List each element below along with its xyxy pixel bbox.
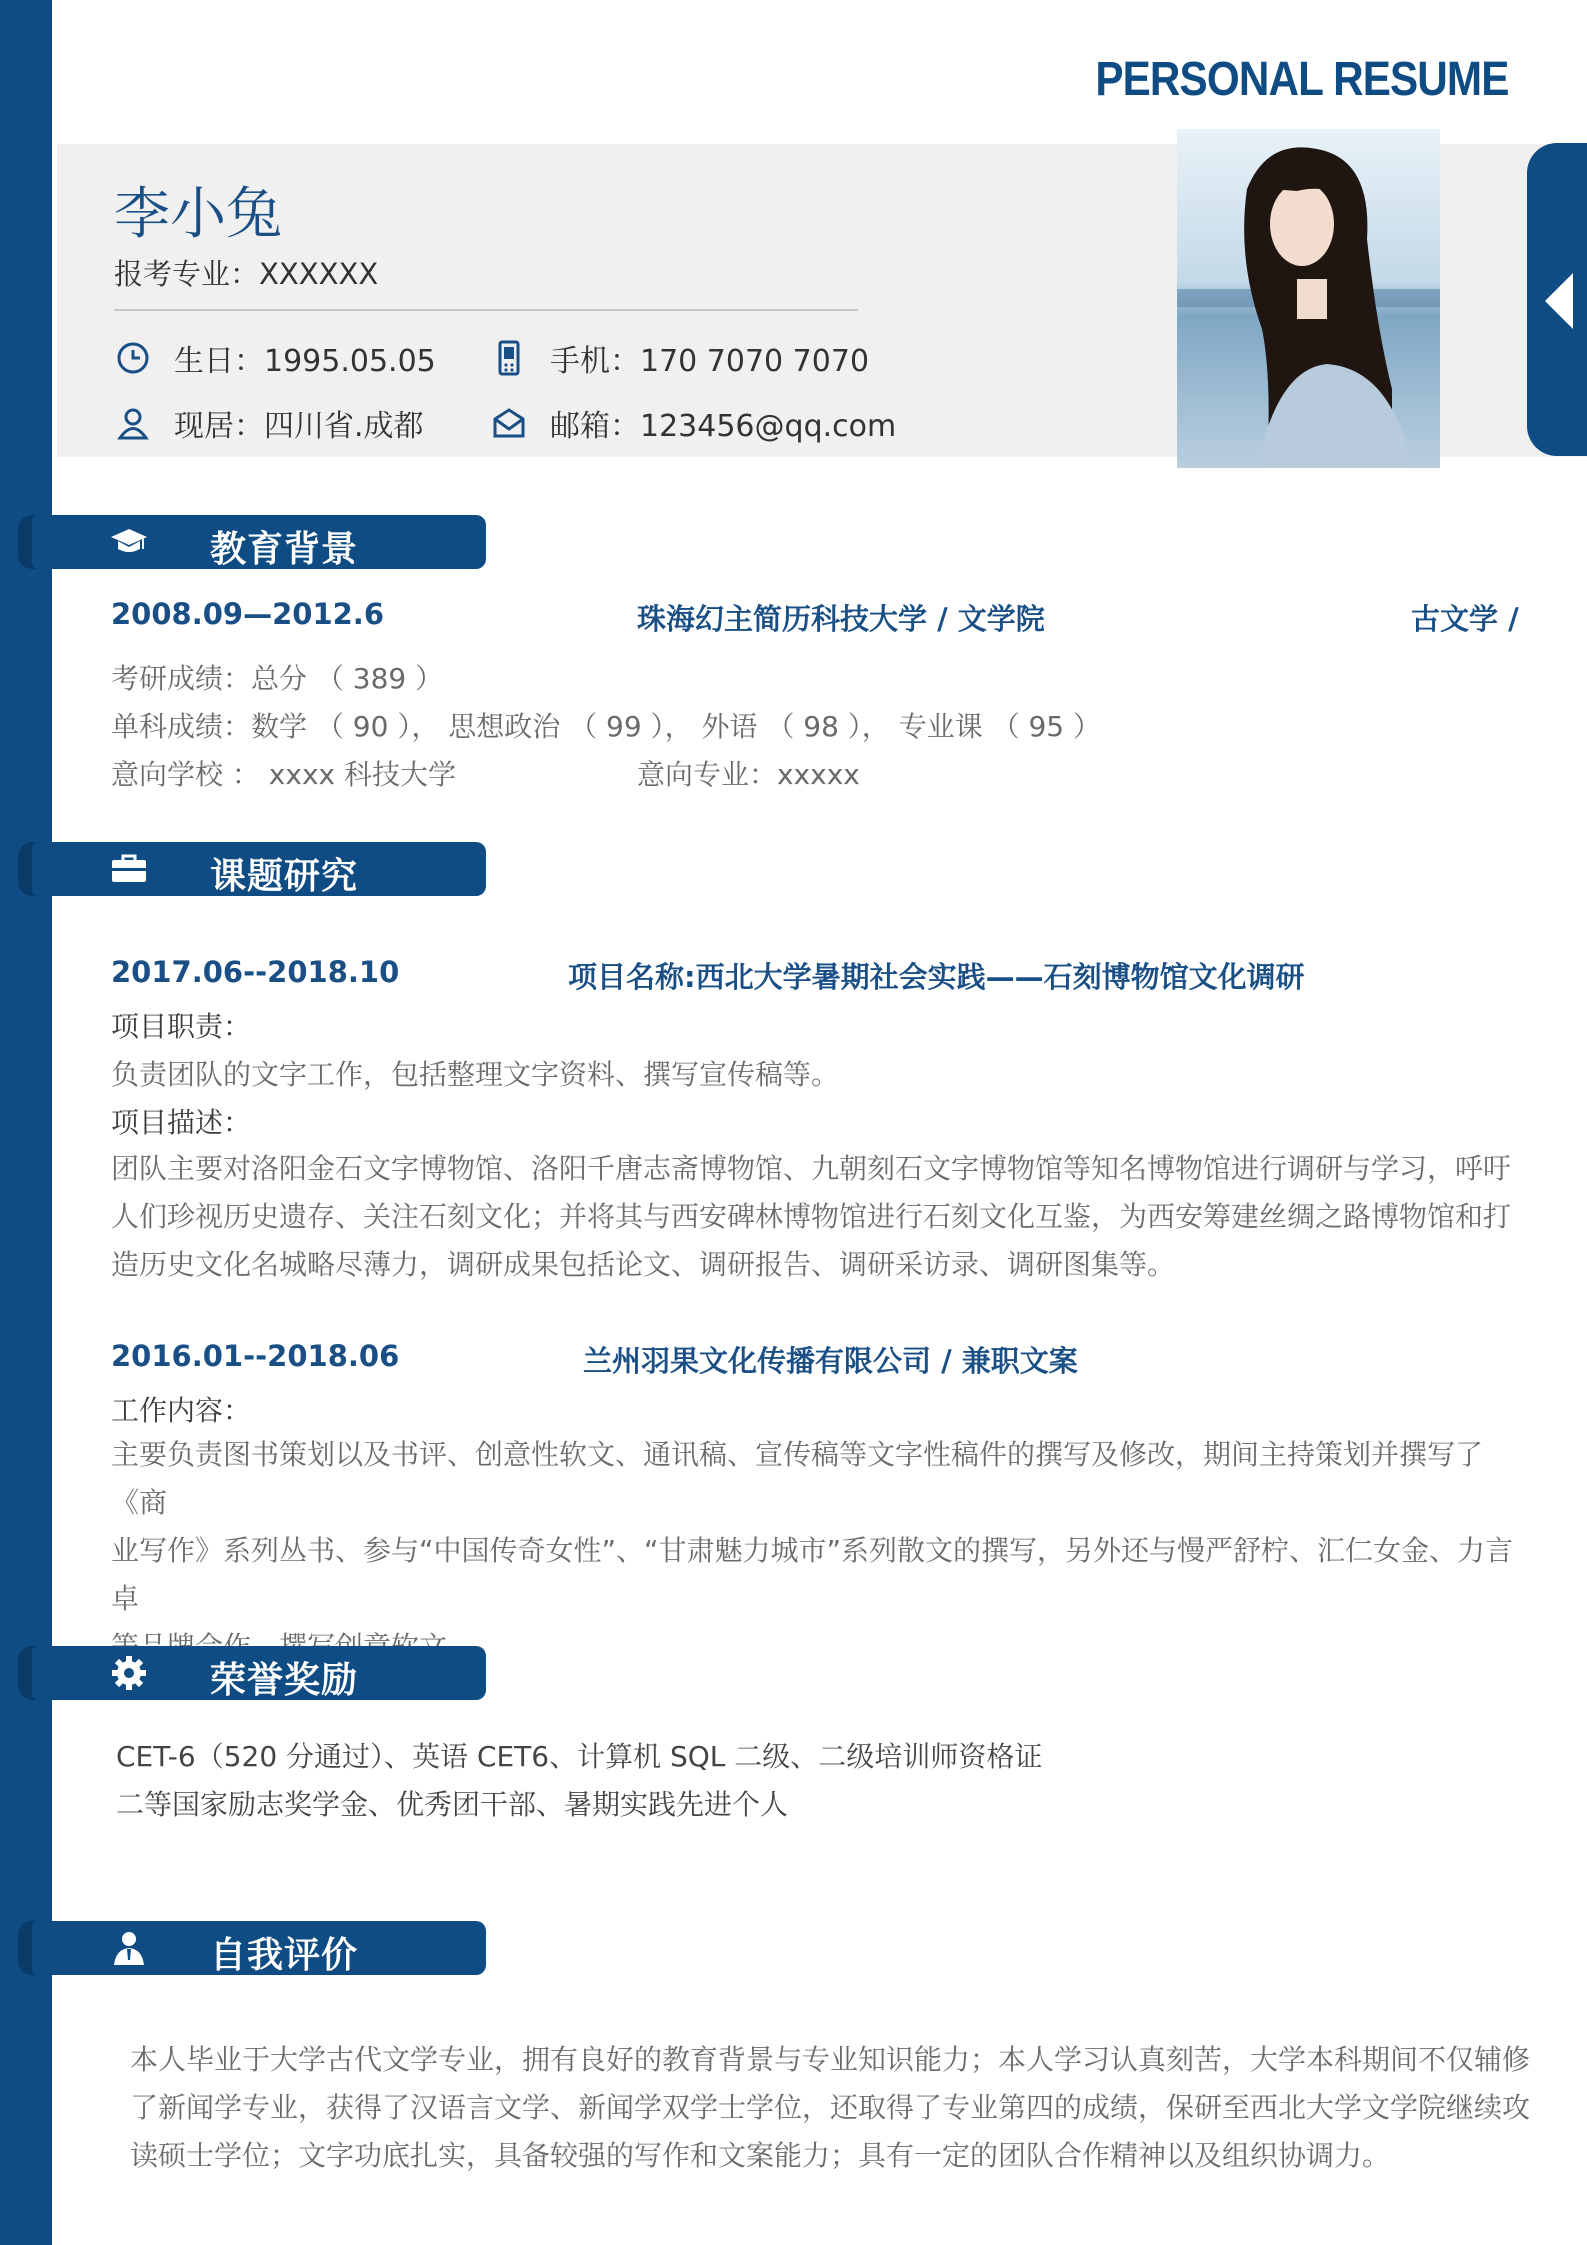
birthday-item <box>114 336 436 380</box>
target-major: 意向专业：xxxxx <box>637 758 860 791</box>
education-major: 古文学 / <box>1411 602 1519 636</box>
arrow-left-icon <box>1545 273 1573 329</box>
work-label: 工作内容： <box>111 1394 252 1427</box>
location-icon <box>114 404 152 442</box>
self-eval-line: 读硕士学位；文字功底扎实，具备较强的写作和文案能力；具有一定的团队合作精神以及组织协调力。 <box>130 2139 1391 2172</box>
applied-major: 报考专业：XXXXXX <box>114 257 379 291</box>
research-name-1: 项目名称:西北大学暑期社会实践——石刻博物馆文化调研 <box>568 960 1305 994</box>
desc-line: 人们珍视历史遗存、关注石刻文化；并将其与西安碑林博物馆进行石刻文化互鉴，为西安筹建丝绸之路博物馆和打 <box>111 1200 1512 1233</box>
duty-text: 负责团队的文字工作，包括整理文字资料、撰写宣传稿等。 <box>111 1058 840 1091</box>
education-period: 2008.09—2012.6 <box>111 597 384 631</box>
residence-text: 现居：四川省.成都 <box>174 409 424 444</box>
section-honors <box>18 1646 470 1700</box>
self-eval-text <box>130 2036 1550 2180</box>
briefcase-icon <box>110 850 148 888</box>
research-description <box>111 1145 1531 1289</box>
header-divider <box>114 309 858 311</box>
self-eval-line: 本人毕业于大学古代文学专业，拥有良好的教育背景与专业知识能力；本人学习认真刻苦，大学本科期间不仅辅修 <box>130 2043 1531 2076</box>
score-total: 考研成绩：总分 （ 389 ） <box>111 662 444 695</box>
desc-line: 团队主要对洛阳金石文字博物馆、洛阳千唐志斋博物馆、九朝刻石文字博物馆等知名博物馆进行调研与学习，呼吁 <box>111 1152 1512 1185</box>
email-text: 邮箱：123456@qq.com <box>550 409 897 444</box>
phone-icon <box>490 339 528 377</box>
resume-title: PERSONAL RESUME <box>1095 53 1509 106</box>
honor-line: 二等国家励志奖学金、优秀团干部、暑期实践先进个人 <box>116 1788 789 1821</box>
left-accent-bar <box>0 0 52 2245</box>
person-icon <box>110 1929 148 1967</box>
section-title: 课题研究 <box>210 856 359 897</box>
section-title: 教育背景 <box>210 529 359 570</box>
honor-line: CET-6（520 分通过）、英语 CET6、计算机 SQL 二级、二级培训师资格证 <box>116 1740 1043 1773</box>
research-period-1: 2017.06--2018.10 <box>111 955 400 989</box>
work-line: 主要负责图书策划以及书评、创意性软文、通讯稿、宣传稿等文字性稿件的撰写及修改，期间主持策划并撰写了《商 <box>111 1438 1484 1519</box>
candidate-name: 李小兔 <box>114 182 282 247</box>
desc-line: 造历史文化名城略尽薄力，调研成果包括论文、调研报告、调研采访录、调研图集等。 <box>111 1248 1176 1281</box>
section-education <box>18 515 470 569</box>
section-title: 荣誉奖励 <box>210 1660 359 1701</box>
work-line: 业写作》系列丛书、参与“中国传奇女性”、“甘肃魅力城市”系列散文的撰写，另外还与慢严舒柠、汇仁女金、力言卓 <box>111 1534 1514 1615</box>
graduation-cap-icon <box>110 523 148 561</box>
mail-icon <box>490 404 528 442</box>
section-title: 自我评价 <box>210 1935 359 1976</box>
target-school: 意向学校 ： xxxx 科技大学 <box>111 758 456 791</box>
email-item <box>490 401 896 445</box>
desc-label: 项目描述： <box>111 1106 252 1139</box>
section-self-eval <box>18 1921 470 1975</box>
clock-icon <box>114 339 152 377</box>
education-school: 珠海幻主简历科技大学 / 文学院 <box>637 602 1045 636</box>
research-period-2: 2016.01--2018.06 <box>111 1339 400 1373</box>
phone-text: 手机：170 7070 7070 <box>550 344 870 379</box>
birthday-text: 生日：1995.05.05 <box>174 344 436 379</box>
phone-item <box>490 336 869 380</box>
self-eval-line: 了新闻学专业，获得了汉语言文学、新闻学双学士学位，还取得了专业第四的成绩，保研至西北大学文学院继续攻 <box>130 2091 1531 2124</box>
profile-photo <box>1177 129 1440 468</box>
research-name-2: 兰州羽果文化传播有限公司 / 兼职文案 <box>583 1344 1078 1378</box>
residence-item <box>114 401 424 445</box>
work-description <box>111 1431 1531 1671</box>
honors-list <box>116 1733 1516 1829</box>
section-research <box>18 842 470 896</box>
duty-label: 项目职责： <box>111 1010 252 1043</box>
score-subjects: 单科成绩：数学 （ 90 ）， 思想政治 （ 99 ）， 外语 （ 98 ）， 专业课 （ 95 ） <box>111 710 1102 743</box>
gear-icon <box>110 1654 148 1692</box>
side-tab[interactable] <box>1527 143 1587 456</box>
